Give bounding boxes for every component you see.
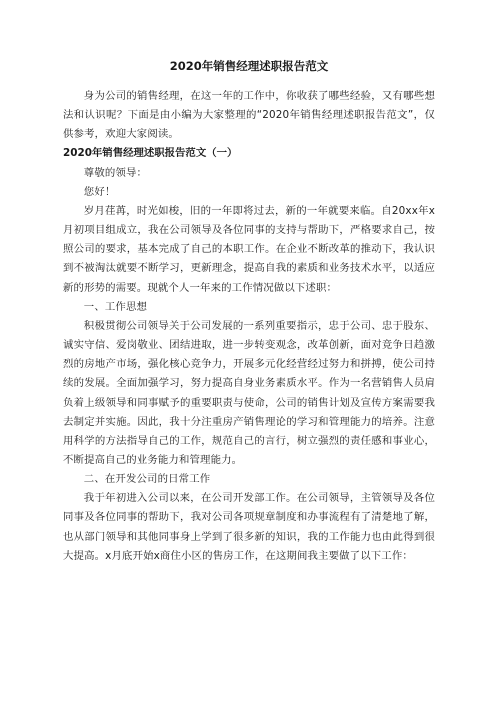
section-heading: 2020年销售经理述职报告范文（一） [63,147,238,160]
greeting-line: 您好！ [83,185,116,198]
body-paragraph-1: 岁月荏苒，时光如梭，旧的一年即将过去，新的一年就要来临。自20xx年x月初项目组成立，我在公司领导及各位同事的支持与帮助下，严格要求自己，按照公司的要求，基本完成了自己的本职工作。在企业不断改革的推动下，我认识到不被淘汰就要不断学习，更新理念，提高自我的素质和业务技术水平，以适应新的形势的需要。现就个人一年来的工作情况做以下述职： [63,204,435,294]
body-paragraph-3: 我于年初进入公司以来，在公司开发部工作。在公司领导，主管领导及各位同事及各位同事的帮助下，我对公司各项规章制度和办事流程有了清楚地了解，也从部门领导和其他同事身上学到了很多新的知识，我的工作能力也由此得到很大提高。x月底开始x商住小区的售房工作，在这期间我主要做了以下工作： [63,492,435,562]
salutation-line: 尊敬的领导： [83,166,148,179]
subheading-daily-work: 二、在开发公司的日常工作 [83,473,211,486]
document-page [63,58,435,566]
subheading-work-thinking: 一、工作思想 [83,300,148,313]
document-title: 2020年销售经理述职报告范文 [169,59,329,73]
body-paragraph-2: 积极贯彻公司领导关于公司发展的一系列重要指示，忠于公司、忠于股东、诚实守信、爱岗敬业、团结进取，进一步转变观念，改革创新，面对竞争日趋激烈的房地产市场，强化核心竞争力，开展多元化经营经过努力和拼搏，使公司持续的发展。全面加强学习，努力提高自身业务素质水平。作为一名营销售人员肩负着上级领导和同事赋予的重要职责与使命，公司的销售计划及宣传方案需要我去制定并实施。因此，我十分注重房产销售理论的学习和管理能力的培养。注意用科学的方法指导自己的工作，规范自己的言行，树立强烈的责任感和事业心，不断提高自己的业务能力和管理能力。 [63,319,435,466]
intro-paragraph: 身为公司的销售经理，在这一年的工作中，你收获了哪些经验，又有哪些想法和认识呢？下面是由小编为大家整理的“2020年销售经理述职报告范文”，仅供参考，欢迎大家阅读。 [63,90,435,141]
